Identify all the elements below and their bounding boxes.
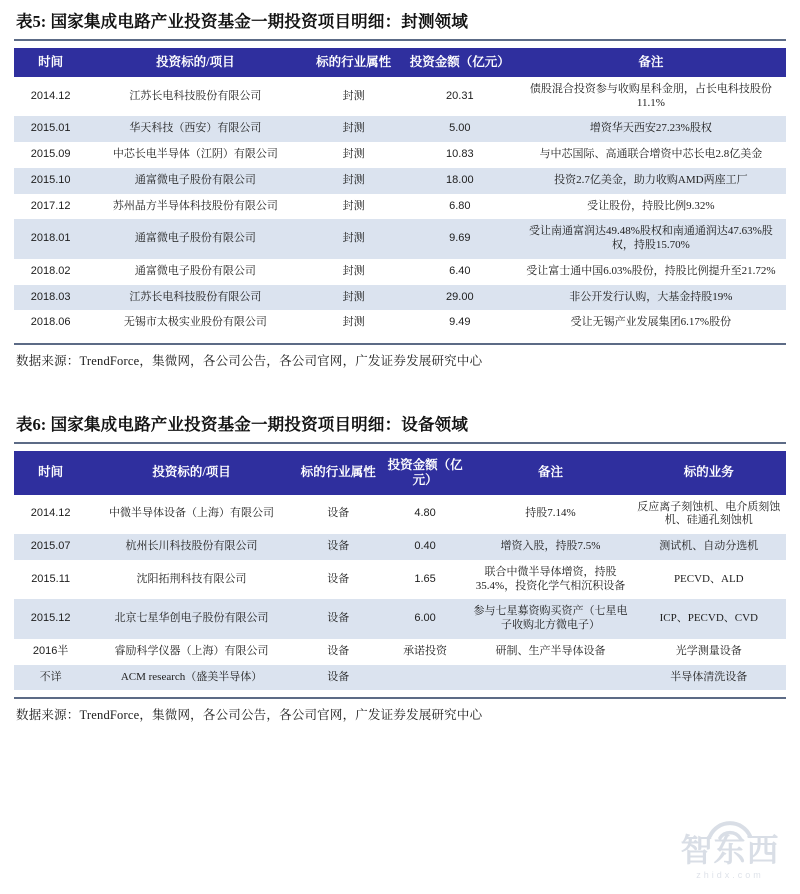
- cell-amount: 1.65: [381, 560, 470, 600]
- cell-remark: 受让无锡产业发展集团6.17%股份: [516, 310, 786, 336]
- cell-remark: 持股7.14%: [469, 495, 631, 535]
- cell-target: 江苏长电科技股份有限公司: [87, 285, 303, 311]
- table5-col-remark: 备注: [516, 48, 786, 77]
- cell-date: 2018.03: [14, 285, 87, 311]
- table6-col-remark: 备注: [469, 451, 631, 495]
- table-row: [14, 310, 786, 336]
- cell-amount: 6.80: [404, 194, 516, 220]
- cell-remark: 受让南通富润达49.48%股权和南通通润达47.63%股权，持股15.70%: [516, 219, 786, 259]
- table-row: [14, 116, 786, 142]
- cell-amount: 承诺投资: [381, 639, 470, 665]
- cell-industry: 设备: [296, 665, 381, 691]
- cell-industry: 设备: [296, 639, 381, 665]
- cell-date: 2015.10: [14, 168, 87, 194]
- cell-remark: 与中芯国际、高通联合增资中芯长电2.8亿美金: [516, 142, 786, 168]
- table6-col-amount: 投资金额（亿元）: [381, 451, 470, 495]
- cell-industry: 封测: [303, 116, 403, 142]
- cell-target: 中芯长电半导体（江阴）有限公司: [87, 142, 303, 168]
- cell-business: ICP、PECVD、CVD: [632, 599, 786, 639]
- cell-business: 反应离子刻蚀机、电介质刻蚀机、硅通孔刻蚀机: [632, 495, 786, 535]
- table-row: [14, 599, 786, 639]
- cell-target: 无锡市太极实业股份有限公司: [87, 310, 303, 336]
- table-row: [14, 560, 786, 600]
- cell-remark: 参与七星募资购买资产（七星电子收购北方微电子）: [469, 599, 631, 639]
- table5-col-target: 投资标的/项目: [87, 48, 303, 77]
- table6-col-date: 时间: [14, 451, 87, 495]
- table-row: [14, 168, 786, 194]
- table5: [14, 48, 786, 336]
- cell-target: ACM research（盛美半导体）: [87, 665, 295, 691]
- cell-industry: 设备: [296, 495, 381, 535]
- cell-target: 杭州长川科技股份有限公司: [87, 534, 295, 560]
- cell-date: 2016半: [14, 639, 87, 665]
- cell-industry: 封测: [303, 285, 403, 311]
- table5-top-rule: [14, 39, 786, 41]
- table6-col-target: 投资标的/项目: [87, 451, 295, 495]
- cell-industry: 设备: [296, 560, 381, 600]
- cell-target: 沈阳拓荆科技有限公司: [87, 560, 295, 600]
- cell-remark: 受让股份，持股比例9.32%: [516, 194, 786, 220]
- table-row: [14, 495, 786, 535]
- cell-target: 华天科技（西安）有限公司: [87, 116, 303, 142]
- cell-industry: 设备: [296, 534, 381, 560]
- cell-remark: 受让富士通中国6.03%股份，持股比例提升至21.72%: [516, 259, 786, 285]
- cell-amount: 9.49: [404, 310, 516, 336]
- cell-remark: 债股混合投资参与收购星科金朋，占长电科技股份11.1%: [516, 77, 786, 117]
- cell-remark: 研制、生产半导体设备: [469, 639, 631, 665]
- table5-col-date: 时间: [14, 48, 87, 77]
- table5-col-amount: 投资金额（亿元）: [404, 48, 516, 77]
- watermark-brand: 智东西: [680, 832, 780, 868]
- table-row: [14, 665, 786, 691]
- cell-date: 2015.12: [14, 599, 87, 639]
- table-row: [14, 219, 786, 259]
- cell-remark: 增资入股，持股7.5%: [469, 534, 631, 560]
- table5-header-row: [14, 48, 786, 77]
- cell-date: 2015.11: [14, 560, 87, 600]
- cell-amount: 9.69: [404, 219, 516, 259]
- cell-date: 2018.06: [14, 310, 87, 336]
- watermark: [666, 814, 794, 890]
- table-row: [14, 77, 786, 117]
- cell-target: 通富微电子股份有限公司: [87, 168, 303, 194]
- cell-remark: 投资2.7亿美金，助力收购AMD两座工厂: [516, 168, 786, 194]
- table6-block: [14, 403, 786, 723]
- table5-source: 数据来源：TrendForce，集微网，各公司公告，各公司官网，广发证券发展研究中心: [16, 354, 483, 368]
- cell-date: 不详: [14, 665, 87, 691]
- cell-remark: 联合中微半导体增资，持股35.4%，投资化学气相沉积设备: [469, 560, 631, 600]
- table5-title-prefix: 表5:: [16, 12, 47, 31]
- cell-amount: 6.00: [381, 599, 470, 639]
- table6-title-prefix: 表6:: [16, 415, 47, 434]
- table6-col-industry: 标的行业属性: [296, 451, 381, 495]
- cell-date: 2015.07: [14, 534, 87, 560]
- cell-date: 2015.09: [14, 142, 87, 168]
- table-row: [14, 142, 786, 168]
- cell-target: 北京七星华创电子股份有限公司: [87, 599, 295, 639]
- cell-business: 半导体清洗设备: [632, 665, 786, 691]
- table5-block: [14, 0, 786, 369]
- cell-target: 通富微电子股份有限公司: [87, 219, 303, 259]
- cell-business: PECVD、ALD: [632, 560, 786, 600]
- table6-source: 数据来源：TrendForce，集微网，各公司公告，各公司官网，广发证券发展研究中心: [16, 708, 483, 723]
- table-row: [14, 285, 786, 311]
- table6-title-text: 国家集成电路产业投资基金一期投资项目明细：设备领域: [50, 415, 469, 434]
- cell-industry: 设备: [296, 599, 381, 639]
- table-row: [14, 259, 786, 285]
- cell-industry: 封测: [303, 219, 403, 259]
- cell-date: 2018.02: [14, 259, 87, 285]
- cell-amount: [381, 665, 470, 691]
- cell-remark: 非公开发行认购，大基金持股19%: [516, 285, 786, 311]
- cell-target: 中微半导体设备（上海）有限公司: [87, 495, 295, 535]
- cell-amount: 20.31: [404, 77, 516, 117]
- table6: [14, 451, 786, 690]
- table-row: [14, 194, 786, 220]
- cell-industry: 封测: [303, 259, 403, 285]
- cell-target: 通富微电子股份有限公司: [87, 259, 303, 285]
- cell-amount: 6.40: [404, 259, 516, 285]
- cell-target: 江苏长电科技股份有限公司: [87, 77, 303, 117]
- table6-title: [14, 403, 786, 442]
- table-row: [14, 639, 786, 665]
- cell-date: 2015.01: [14, 116, 87, 142]
- cell-amount: 0.40: [381, 534, 470, 560]
- cell-date: 2017.12: [14, 194, 87, 220]
- cell-target: 苏州晶方半导体科技股份有限公司: [87, 194, 303, 220]
- cell-business: 光学测量设备: [632, 639, 786, 665]
- watermark-sub: zhidx.com: [696, 870, 764, 880]
- cell-amount: 5.00: [404, 116, 516, 142]
- cell-amount: 29.00: [404, 285, 516, 311]
- table-row: [14, 534, 786, 560]
- table5-col-industry: 标的行业属性: [303, 48, 403, 77]
- cell-date: 2014.12: [14, 495, 87, 535]
- cell-amount: 10.83: [404, 142, 516, 168]
- cell-industry: 封测: [303, 194, 403, 220]
- cell-industry: 封测: [303, 142, 403, 168]
- cell-industry: 封测: [303, 77, 403, 117]
- table6-top-rule: [14, 442, 786, 444]
- wifi-arc-icon: [707, 816, 753, 840]
- cell-amount: 18.00: [404, 168, 516, 194]
- cell-industry: 封测: [303, 310, 403, 336]
- table5-title: [14, 0, 786, 39]
- cell-remark: 增资华天西安27.23%股权: [516, 116, 786, 142]
- table6-header-row: [14, 451, 786, 495]
- table6-col-business: 标的业务: [632, 451, 786, 495]
- cell-target: 睿励科学仪器（上海）有限公司: [87, 639, 295, 665]
- cell-business: 测试机、自动分选机: [632, 534, 786, 560]
- cell-industry: 封测: [303, 168, 403, 194]
- table5-title-text: 国家集成电路产业投资基金一期投资项目明细：封测领域: [50, 12, 469, 31]
- cell-amount: 4.80: [381, 495, 470, 535]
- cell-date: 2014.12: [14, 77, 87, 117]
- cell-date: 2018.01: [14, 219, 87, 259]
- cell-remark: [469, 665, 631, 691]
- section-gap: [14, 369, 786, 403]
